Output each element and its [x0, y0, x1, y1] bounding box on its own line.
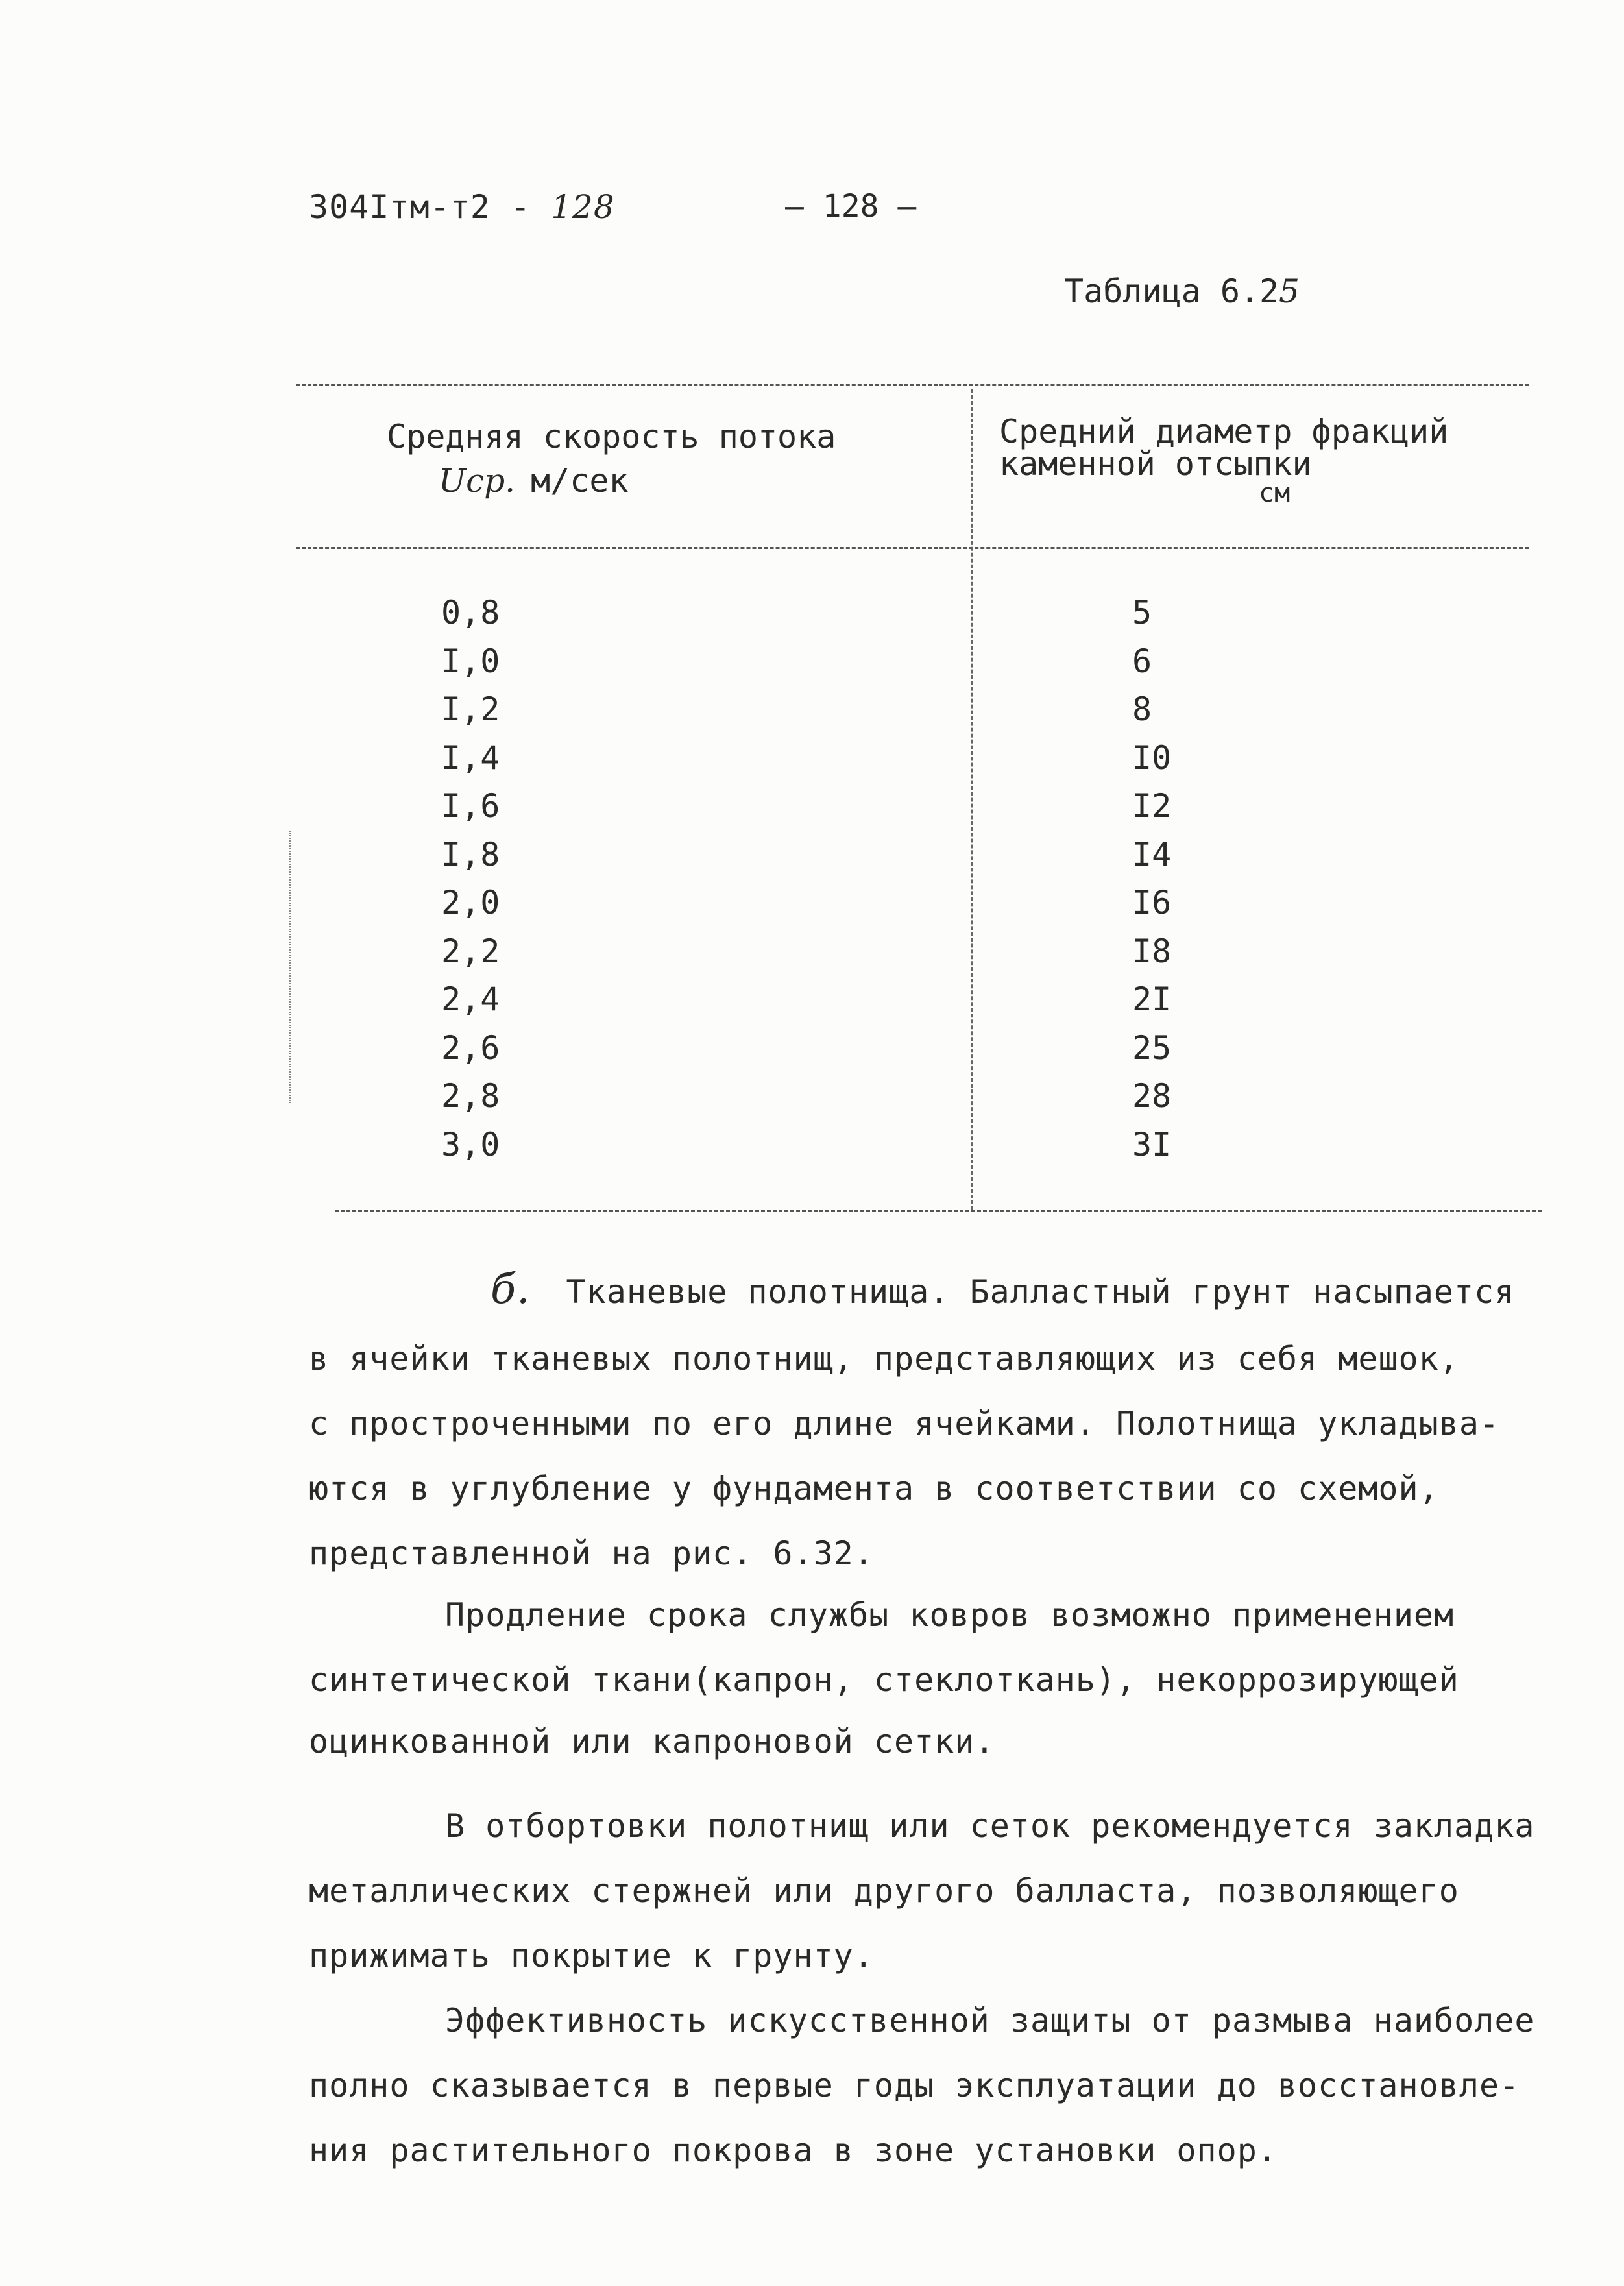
col2-header-subtitle: каменной отсыпки	[999, 445, 1312, 483]
doc-code-separator: -	[490, 188, 551, 226]
velocity-cell: I,4	[441, 739, 500, 777]
table-caption	[1064, 273, 1300, 310]
col2-header	[999, 415, 1448, 506]
diameter-cell: I6	[1132, 884, 1172, 921]
paragraph-2-line-1: Продление срока службы ковров возможно применением	[445, 1596, 1455, 1634]
velocity-cell: 2,4	[441, 980, 500, 1018]
velocity-cell: 2,6	[441, 1029, 500, 1067]
velocity-cell: 0,8	[441, 594, 500, 631]
paragraph-1-line-1-text: Тканевые полотнища. Балластный грунт насыпается	[566, 1273, 1515, 1311]
diameter-cell: 2I	[1132, 980, 1172, 1018]
diameter-cell: 28	[1132, 1077, 1172, 1115]
col2-header-unit: см	[1259, 478, 1291, 508]
diameter-cell: I2	[1132, 787, 1172, 825]
paragraph-1-line-2: в ячейки тканевых полотнищ, представляющих из себя мешок,	[309, 1340, 1459, 1378]
col2-header-title: Средний диаметр фракций	[999, 413, 1449, 450]
velocity-cell: 2,8	[441, 1077, 500, 1115]
paragraph-4-line-3: ния растительного покрова в зоне установки опор.	[309, 2132, 1278, 2169]
doc-page-handwritten: 128	[551, 188, 615, 226]
table-column-divider	[971, 389, 973, 1210]
col1-header-unit: м/сек	[531, 461, 629, 500]
velocity-cell: I,0	[441, 642, 500, 680]
paragraph-2-line-2: синтетической ткани(капрон, стеклоткань), некоррозирующей	[309, 1661, 1459, 1699]
paragraph-3-line-2: металлических стержней или другого балласта, позволяющего	[309, 1872, 1459, 1910]
velocity-symbol: Uср.	[439, 461, 516, 500]
velocity-cell: I,6	[441, 787, 500, 825]
velocity-cell: 2,0	[441, 884, 500, 921]
page-number: — 128 —	[785, 188, 917, 225]
table-caption-prefix: Таблица 6.2	[1064, 273, 1279, 310]
col1-header-title: Средняя скорость потока	[387, 418, 836, 456]
diameter-cell: 6	[1132, 642, 1152, 680]
velocity-cell: 3,0	[441, 1126, 500, 1163]
table-header-rule	[296, 547, 1529, 549]
document-code	[309, 188, 615, 226]
paragraph-3-line-3: прижимать покрытие к грунту.	[309, 1937, 874, 1975]
doc-code-text: 304Iтм-т2	[309, 188, 491, 226]
paragraph-1-line-5: представленной на рис. 6.32.	[309, 1535, 874, 1572]
diameter-cell: 25	[1132, 1029, 1172, 1067]
margin-scan-mark	[289, 831, 291, 1103]
diameter-cell: I4	[1132, 836, 1172, 873]
paragraph-3-line-1: В отбортовки полотнищ или сеток рекомендуется закладка	[445, 1807, 1535, 1845]
diameter-cell: 3I	[1132, 1126, 1172, 1163]
velocity-cell: I,2	[441, 690, 500, 728]
paragraph-2-line-3: оцинкованной или капроновой сетки.	[309, 1723, 995, 1760]
diameter-cell: 5	[1132, 594, 1152, 631]
velocity-cell: 2,2	[441, 932, 500, 970]
paragraph-1-line-3: с простроченными по его длине ячейками. Полотнища укладыва-	[309, 1405, 1500, 1442]
col1-header	[387, 415, 836, 503]
paragraph-4-line-1: Эффективность искусственной защиты от размыва наиболее	[445, 2002, 1535, 2039]
table-caption-suffix: 5	[1279, 273, 1300, 310]
paragraph-1-line-4: ются в углубление у фундамента в соответствии со схемой,	[309, 1470, 1439, 1507]
diameter-cell: I0	[1132, 739, 1172, 777]
table-bottom-rule	[335, 1210, 1542, 1212]
col1-header-subline	[387, 459, 836, 504]
velocity-cell: I,8	[441, 836, 500, 873]
table-top-rule	[296, 384, 1529, 386]
paragraph-marker: б.	[491, 1265, 531, 1313]
diameter-cell: 8	[1132, 690, 1152, 728]
diameter-cell: I8	[1132, 932, 1172, 970]
paragraph-1-line-1	[491, 1265, 1514, 1313]
paragraph-4-line-2: полно сказывается в первые годы эксплуатации до восстановле-	[309, 2067, 1520, 2104]
